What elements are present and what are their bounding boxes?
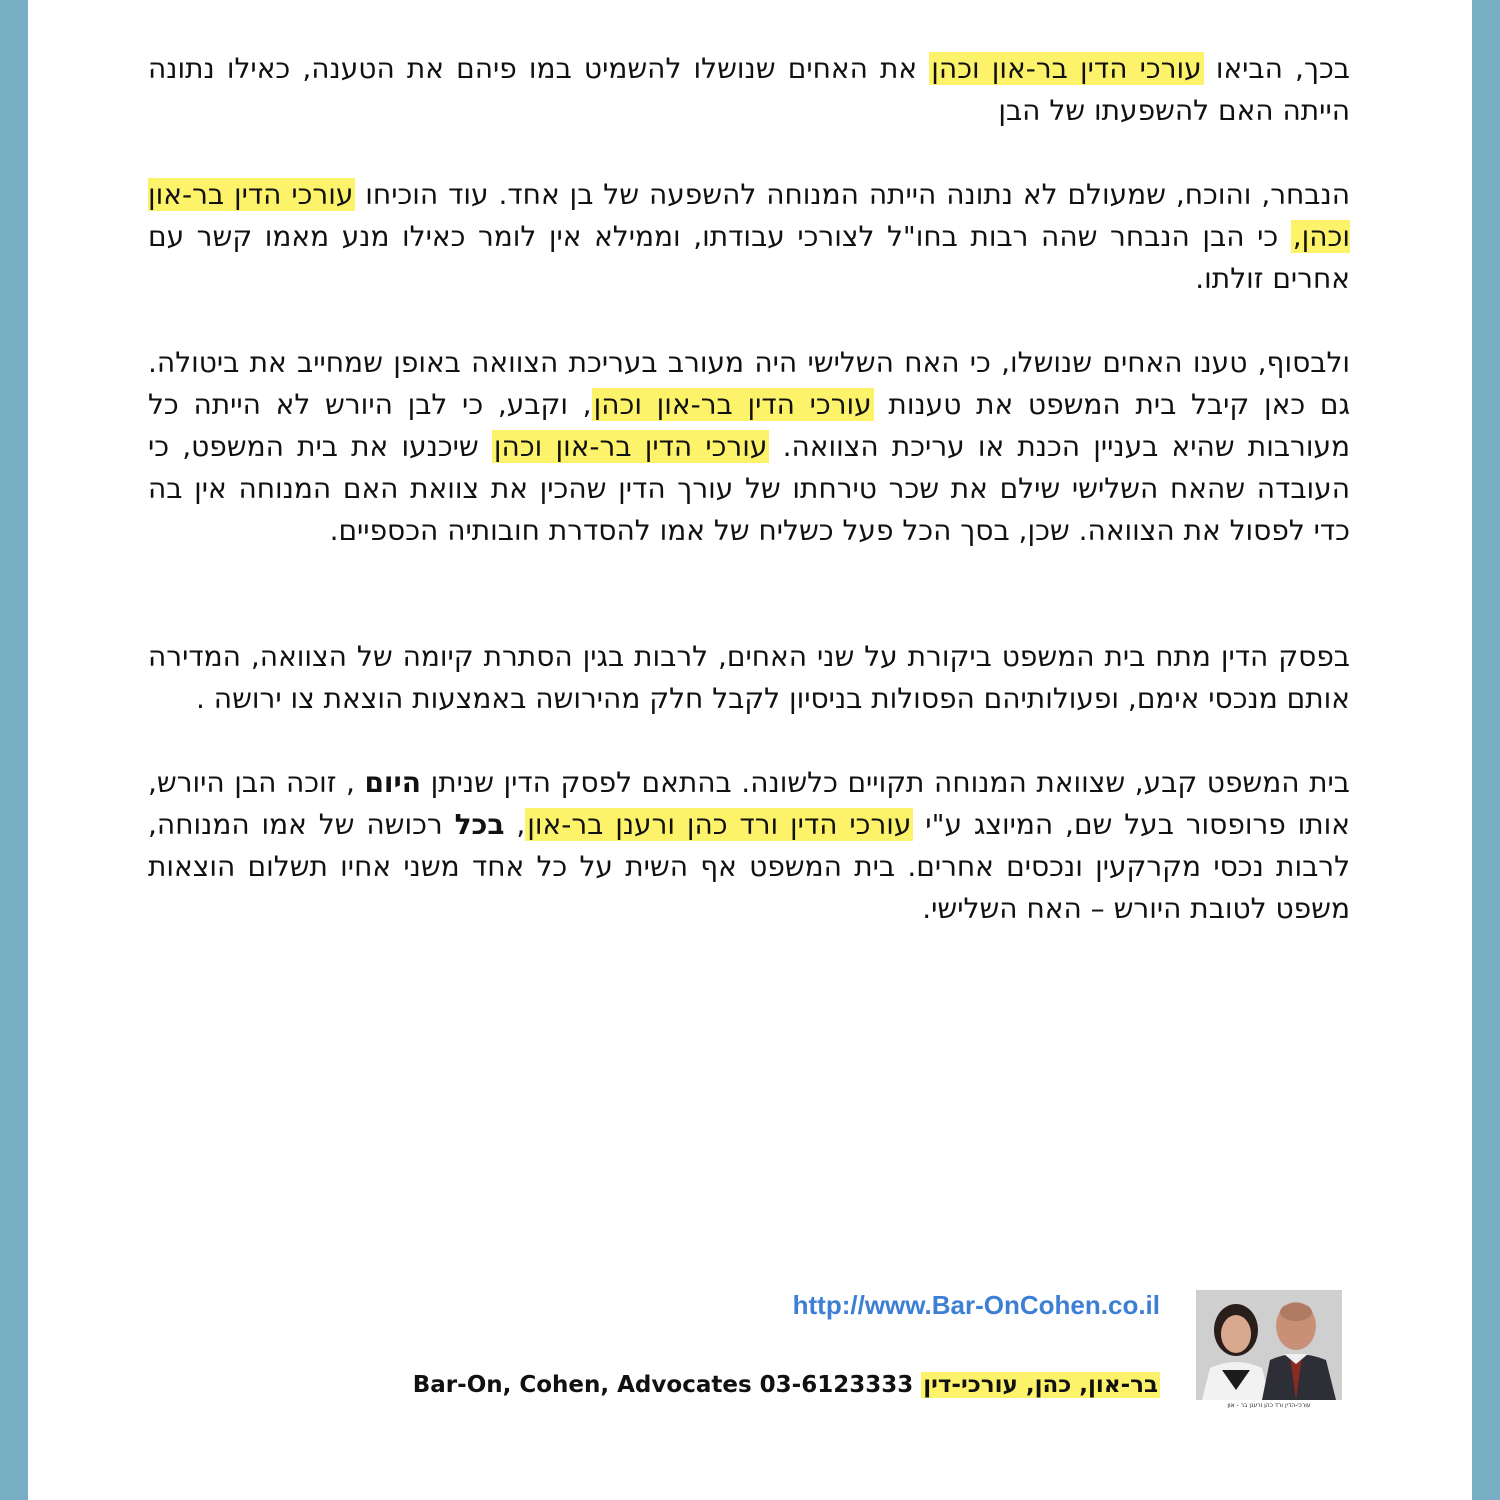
bold-text: היום <box>364 766 422 799</box>
highlighted-firm-name: עורכי הדין בר-און וכהן <box>593 388 872 421</box>
document-page <box>28 0 1472 1500</box>
paragraph-text: בכך, הביאו <box>1203 52 1350 85</box>
paragraph-text: רכושה של אמו המנוחה, לרבות נכסי מקרקעין ונכסים אחרים. בית המשפט אף השית על כל אחד משני אחיו תשלום הוצאות משפט לטובת היורש – האח השלישי. <box>148 808 1350 925</box>
highlighted-firm-name: עורכי הדין ורד כהן ורענן בר-און <box>527 808 912 841</box>
website-link[interactable]: http://www.Bar-OnCohen.co.il <box>792 1290 1160 1320</box>
paragraph-text: , <box>504 808 526 841</box>
paragraph-text: בפסק הדין מתח בית המשפט ביקורת על שני האחים, לרבות בגין הסתרת קיומה של הצוואה, המדירה אותם מנכסי אימם, ופעולותיהם הפסולות בניסיון לקבל חלק מהירושה באמצעות הוצאת צו ירושה . <box>148 640 1350 715</box>
paragraph-4 <box>148 636 1350 720</box>
highlighted-firm-name: עורכי הדין בר-און וכהן, <box>148 178 1350 253</box>
paragraph-text: שיכנעו את בית המשפט, כי העובדה שהאח השלישי שילם את שכר טירחתו של עורך הדין שהכין את צוואת האם המנוחה אין בה כדי לפסול את הצוואה. שכן, בסך הכל פעל כשליח של אמו להסדרת חובותיה הכספיים. <box>148 430 1350 547</box>
firm-name-hebrew: בר-און, כהן, עורכי-דין <box>923 1372 1158 1398</box>
lawyers-photo <box>1196 1290 1342 1400</box>
paragraph-2 <box>148 174 1350 300</box>
paragraph-text: הנבחר, והוכח, שמעולם לא נתונה הייתה המנוחה להשפעה של בן אחד. עוד הוכיחו <box>355 178 1351 211</box>
paragraph-5 <box>148 762 1350 930</box>
highlighted-firm-name: עורכי הדין בר-און וכהן <box>931 52 1202 85</box>
paragraph-3 <box>148 342 1350 552</box>
firm-name-english: Bar-On, Cohen, Advocates 03-6123333 <box>412 1372 914 1398</box>
paragraph-text: כי הבן הנבחר שהה רבות בחו"ל לצורכי עבודתו, וממילא אין לומר כאילו מנע מאמו קשר עם אחרים זולתו. <box>148 220 1350 295</box>
bold-text: בכל <box>454 808 505 841</box>
photo-caption: עורכי-הדין ורד כהן ורענן בר - און <box>1227 1402 1311 1409</box>
highlighted-firm-name: עורכי הדין בר-און וכהן <box>493 430 768 463</box>
paragraph-text: , זוכה הבן היורש, אותו פרופסור בעל שם, המיוצג ע"י <box>148 766 1350 841</box>
article-body <box>148 48 1350 972</box>
paragraph-text: את האחים שנושלו להשמיט במו פיהם את הטענה, כאילו נתונה הייתה האם להשפעתו של הבן <box>148 52 1350 127</box>
paragraph-text: בית המשפט קבע, שצוואת המנוחה תקויים כלשונה. בהתאם לפסק הדין שניתן <box>421 766 1350 799</box>
paragraph-text: ולבסוף, טענו האחים שנושלו, כי האח השלישי היה מעורב בעריכת הצוואה באופן שמחייב את ביטולה. גם כאן קיבל בית המשפט את טענות <box>148 346 1350 421</box>
lawyers-photo-image <box>1196 1290 1342 1400</box>
paragraph-1 <box>148 48 1350 132</box>
paragraph-text: , וקבע, כי לבן היורש לא הייתה כל מעורבות שהיא בעניין הכנת או עריכת הצוואה. <box>148 388 1350 463</box>
firm-contact-line <box>328 1372 1160 1398</box>
